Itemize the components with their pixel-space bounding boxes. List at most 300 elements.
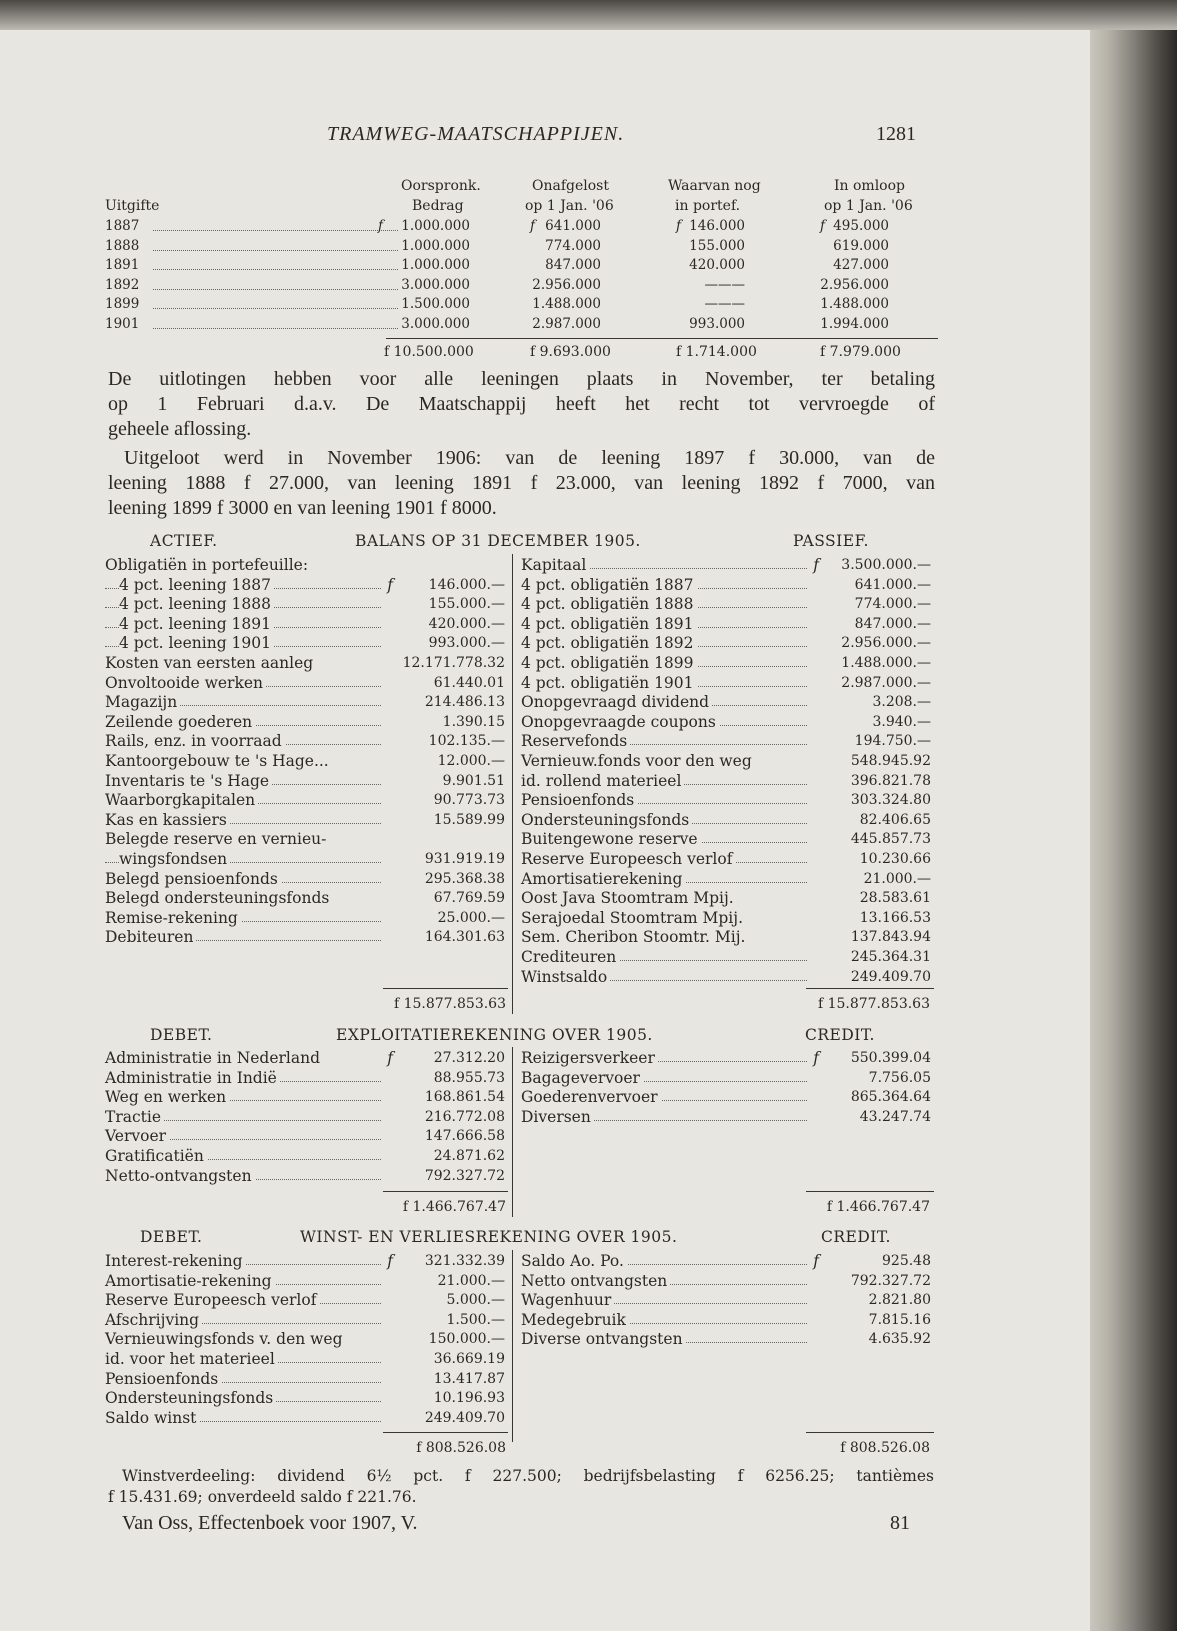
ledger-amount: 641.000.— <box>854 576 931 593</box>
winst-total-right: f 808.526.08 <box>840 1440 930 1456</box>
para2-line3: leening 1899 f 3000 en van leening 1901 f 8000. <box>108 497 497 519</box>
loans-onaf: 641.000 <box>545 218 601 234</box>
ledger-row <box>521 947 931 967</box>
ledger-row <box>105 614 505 634</box>
ledger-label: Weg en werken <box>105 1087 229 1107</box>
ledger-label: Onopgevraagde coupons <box>521 712 719 732</box>
col-oorspronk-1: Oorspronk. <box>401 178 481 194</box>
ledger-row <box>521 790 931 810</box>
ledger-label: Reserve Europeesch verlof <box>521 849 735 869</box>
ledger-row <box>105 575 505 595</box>
florin-sign: f <box>378 218 383 234</box>
ledger-label: wingsfondsen <box>119 849 230 869</box>
ledger-row <box>105 1146 505 1166</box>
ledger-row <box>521 1251 931 1271</box>
ledger-label: Belegde reserve en vernieu- <box>105 829 329 849</box>
ledger-amount: 792.327.72 <box>424 1167 505 1184</box>
ledger-row <box>105 810 505 830</box>
winstverdeeling <box>108 1466 934 1508</box>
ledger-label: Magazijn <box>105 692 180 712</box>
ledger-row <box>521 967 931 987</box>
loans-onaf: 1.488.000 <box>532 296 601 312</box>
ledger-amount: 15.589.99 <box>433 811 505 828</box>
ledger-amount: 9.901.51 <box>442 772 505 789</box>
col-waarvan-1: Waarvan nog <box>668 178 761 194</box>
loans-total-rule <box>386 338 938 339</box>
ledger-amount: 396.821.78 <box>850 772 931 789</box>
ledger-amount: 445.857.73 <box>850 831 931 848</box>
loans-year: 1888 <box>105 237 140 254</box>
ledger-amount: 147.666.58 <box>424 1128 505 1145</box>
ledger-row <box>105 829 505 849</box>
ledger-row <box>521 829 931 849</box>
expl-divider <box>512 1047 513 1217</box>
ledger-row <box>105 1048 505 1068</box>
ledger-row <box>105 731 505 751</box>
winst-divider <box>512 1250 513 1442</box>
ledger-amount: 102.135.— <box>428 733 505 750</box>
loans-onaf: 847.000 <box>545 257 601 273</box>
winst-total-rule-right <box>806 1432 934 1433</box>
loans-row <box>105 277 935 296</box>
running-title: TRAMWEG-MAATSCHAPPIJEN. <box>327 123 625 145</box>
loans-bedrag: 3.000.000 <box>401 315 470 332</box>
leader-dots <box>153 289 398 290</box>
ledger-label: Vervoer <box>105 1126 169 1146</box>
ledger-row <box>521 1271 931 1291</box>
ledger-label: Netto ontvangsten <box>521 1271 670 1291</box>
ledger-amount: 420.000.— <box>428 615 505 632</box>
ledger-row <box>521 594 931 614</box>
ledger-row <box>105 673 505 693</box>
ledger-amount: 303.324.80 <box>850 792 931 809</box>
footer-sheet-number: 81 <box>890 1512 910 1534</box>
paragraph-uitlotingen <box>108 367 935 442</box>
para1-line1: De uitlotingen hebben voor alle leeningen plaats in November, ter betaling <box>108 368 935 390</box>
winst-total-left: f 808.526.08 <box>416 1440 506 1456</box>
ledger-amount: 2.956.000.— <box>841 635 931 652</box>
ledger-amount: 3.208.— <box>872 694 931 711</box>
ledger-label: 4 pct. leening 1888 <box>119 594 274 614</box>
ledger-label: Inventaris te 's Hage <box>105 771 272 791</box>
ledger-amount: 36.669.19 <box>433 1351 505 1367</box>
loans-total-waarvan: f 1.714.000 <box>676 344 757 360</box>
florin-sign: f <box>387 1252 393 1270</box>
loans-bedrag: 3.000.000 <box>401 276 470 293</box>
ledger-label: Kas en kassiers <box>105 810 230 830</box>
para1-line2: op 1 Februari d.a.v. De Maatschappij heeft het recht tot vervroegde of <box>108 393 935 415</box>
ledger-amount: 3.500.000.— <box>841 557 931 573</box>
ledger-row <box>521 1048 931 1068</box>
ledger-label: 4 pct. obligatiën 1892 <box>521 633 697 653</box>
ledger-row <box>105 555 505 575</box>
loans-onaf: 2.956.000 <box>532 276 601 293</box>
ledger-label: 4 pct. obligatiën 1901 <box>521 673 697 693</box>
ledger-row <box>521 731 931 751</box>
ledger-row <box>521 771 931 791</box>
ledger-row <box>521 673 931 693</box>
ledger-row <box>105 1388 505 1408</box>
ledger-amount: 2.821.80 <box>868 1292 931 1309</box>
ledger-label: Kapitaal <box>521 555 589 575</box>
loans-total-omloop: f 7.979.000 <box>820 344 901 360</box>
ledger-label: Obligatiën in portefeuille: <box>105 555 311 575</box>
ledger-label: Interest-rekening <box>105 1251 246 1271</box>
loans-bedrag: 1.000.000 <box>401 257 470 273</box>
loans-year: 1891 <box>105 257 140 273</box>
ledger-row <box>521 575 931 595</box>
expl-left-title: DEBET. <box>150 1026 213 1044</box>
ledger-label: Amortisatierekening <box>521 869 685 889</box>
ledger-row <box>105 1271 505 1291</box>
ledger-amount: 21.000.— <box>863 870 931 887</box>
ledger-label: Afschrijving <box>105 1310 202 1330</box>
florin-sign: f <box>387 1049 393 1067</box>
loans-year: 1901 <box>105 315 140 332</box>
col-uitgifte: Uitgifte <box>105 198 160 214</box>
ledger-label: 4 pct. leening 1901 <box>119 633 274 653</box>
ledger-label: Gratificatiën <box>105 1146 207 1166</box>
ledger-label: Administratie in Nederland <box>105 1048 323 1068</box>
loans-waarvan: ——— <box>704 296 745 312</box>
ledger-amount: 168.861.54 <box>424 1089 505 1106</box>
ledger-amount: 12.171.778.32 <box>402 655 505 671</box>
expl-right-title: CREDIT. <box>805 1026 875 1044</box>
ledger-label: Sem. Cheribon Stoomtr. Mij. <box>521 927 748 947</box>
ledger-row <box>521 751 931 771</box>
loans-total-bedrag: f 10.500.000 <box>384 344 474 360</box>
ledger-amount: 216.772.08 <box>424 1108 505 1125</box>
ledger-label: Buitengewone reserve <box>521 829 701 849</box>
ledger-row <box>521 692 931 712</box>
para2-line1: Uitgeloot werd in November 1906: van de leening 1897 f 30.000, van de <box>124 447 935 469</box>
expl-total-right: f 1.466.767.47 <box>826 1199 930 1215</box>
balans-total-rule-right <box>806 988 934 989</box>
ledger-amount: 146.000.— <box>428 576 505 593</box>
ledger-label: Vernieuw.fonds voor den weg <box>521 751 755 771</box>
ledger-row <box>521 1107 931 1127</box>
ledger-amount: 10.196.93 <box>433 1390 505 1407</box>
ledger-label: Pensioenfonds <box>521 790 637 810</box>
ledger-amount: 548.945.92 <box>850 753 931 769</box>
ledger-label: Bagagevervoer <box>521 1068 643 1088</box>
ledger-amount: 931.919.19 <box>424 851 505 867</box>
ledger-row <box>105 849 505 869</box>
expl-total-left: f 1.466.767.47 <box>402 1199 506 1215</box>
ledger-amount: 13.166.53 <box>859 909 931 926</box>
ledger-amount: 25.000.— <box>437 909 505 926</box>
ledger-amount: 12.000.— <box>437 753 505 769</box>
ledger-amount: 550.399.04 <box>850 1050 931 1066</box>
ledger-row <box>105 927 505 947</box>
ledger-row <box>521 810 931 830</box>
ledger-label: Winstsaldo <box>521 967 610 987</box>
balans-right-title: PASSIEF. <box>793 532 869 550</box>
ledger-label: 4 pct. leening 1887 <box>119 575 274 595</box>
ledger-amount: 321.332.39 <box>424 1253 505 1269</box>
winst-left-title: DEBET. <box>140 1228 203 1246</box>
ledger-amount: 792.327.72 <box>850 1272 931 1289</box>
ledger-label: Debiteuren <box>105 927 196 947</box>
loans-waarvan: 146.000 <box>689 218 745 234</box>
ledger-label: Vernieuwingsfonds v. den weg <box>105 1329 346 1349</box>
ledger-label: Ondersteuningsfonds <box>105 1388 276 1408</box>
ledger-amount: 847.000.— <box>854 615 931 632</box>
ledger-label: Reservefonds <box>521 731 630 751</box>
ledger-row <box>105 653 505 673</box>
winst-total-rule-left <box>383 1432 508 1433</box>
balans-divider <box>512 554 513 1014</box>
leader-dots <box>153 308 398 309</box>
ledger-label: 4 pct. leening 1891 <box>119 614 274 634</box>
ledger-label: Serajoedal Stoomtram Mpij. <box>521 908 746 928</box>
ledger-label: Tractie <box>105 1107 164 1127</box>
florin-sign: f <box>530 218 535 234</box>
ledger-row <box>521 633 931 653</box>
expl-title: EXPLOITATIEREKENING OVER 1905. <box>336 1026 653 1044</box>
loans-waarvan: 155.000 <box>689 237 745 254</box>
ledger-row <box>105 1290 505 1310</box>
loans-bedrag: 1.000.000 <box>401 237 470 254</box>
ledger-label: Goederenvervoer <box>521 1087 661 1107</box>
col-onafgelost-2: op 1 Jan. '06 <box>525 198 614 214</box>
ledger-row <box>521 869 931 889</box>
ledger-label: Onopgevraagd dividend <box>521 692 712 712</box>
loans-bedrag: 1.500.000 <box>401 296 470 312</box>
loans-row <box>105 257 935 276</box>
winstverdeeling-line1: Winstverdeeling: dividend 6½ pct. f 227.500; bedrijfsbelasting f 6256.25; tantièmes <box>122 1467 934 1485</box>
ledger-amount: 1.390.15 <box>442 713 505 730</box>
loans-waarvan: 420.000 <box>689 257 745 273</box>
paragraph-uitgeloot <box>108 446 935 521</box>
ledger-row <box>521 1068 931 1088</box>
loans-omloop: 495.000 <box>833 218 889 234</box>
balans-total-right: f 15.877.853.63 <box>817 996 930 1012</box>
ledger-label: Crediteuren <box>521 947 619 967</box>
ledger-label: 4 pct. obligatiën 1891 <box>521 614 697 634</box>
loans-row <box>105 316 935 335</box>
ledger-amount: 5.000.— <box>446 1292 505 1309</box>
ledger-label: Administratie in Indië <box>105 1068 280 1088</box>
loans-omloop: 1.488.000 <box>820 296 889 312</box>
ledger-amount: 43.247.74 <box>859 1108 931 1125</box>
ledger-row <box>521 1290 931 1310</box>
loans-year: 1887 <box>105 218 140 234</box>
ledger-amount: 88.955.73 <box>433 1069 505 1086</box>
ledger-amount: 4.635.92 <box>868 1331 931 1348</box>
ledger-amount: 3.940.— <box>872 713 931 730</box>
ledger-label: Waarborgkapitalen <box>105 790 258 810</box>
ledger-row <box>521 849 931 869</box>
ledger-row <box>105 1251 505 1271</box>
ledger-row <box>105 1349 505 1369</box>
loans-bedrag: 1.000.000 <box>401 218 470 234</box>
ledger-row <box>105 1068 505 1088</box>
ledger-label: Kosten van eersten aanleg <box>105 653 316 673</box>
col-oorspronk-2: Bedrag <box>412 198 464 214</box>
ledger-amount: 90.773.73 <box>433 792 505 809</box>
ledger-amount: 1.488.000.— <box>841 655 931 671</box>
footer-source: Van Oss, Effectenboek voor 1907, V. <box>122 1512 418 1534</box>
ledger-row <box>105 888 505 908</box>
ledger-amount: 249.409.70 <box>424 1409 505 1426</box>
ledger-label: Saldo winst <box>105 1408 199 1428</box>
ledger-label: Kantoorgebouw te 's Hage... <box>105 751 332 771</box>
ledger-amount: 164.301.63 <box>424 929 505 946</box>
loans-omloop: 1.994.000 <box>820 315 889 332</box>
ledger-label: id. rollend materieel <box>521 771 684 791</box>
ledger-row <box>521 653 931 673</box>
ledger-label: id. voor het materieel <box>105 1349 278 1369</box>
ledger-row <box>521 1087 931 1107</box>
para2-line2: leening 1888 f 27.000, van leening 1891 f 23.000, van leening 1892 f 7000, van <box>108 472 935 494</box>
expl-total-rule-left <box>383 1191 508 1192</box>
ledger-row <box>105 1310 505 1330</box>
ledger-amount: 24.871.62 <box>433 1148 505 1164</box>
ledger-label: Onvoltooide werken <box>105 673 266 693</box>
ledger-row <box>105 1408 505 1428</box>
ledger-amount: 150.000.— <box>428 1331 505 1348</box>
loans-waarvan: 993.000 <box>689 315 745 332</box>
ledger-amount: 10.230.66 <box>859 851 931 867</box>
loans-waarvan: ——— <box>704 276 745 293</box>
loans-row <box>105 218 935 237</box>
ledger-row <box>521 908 931 928</box>
ledger-label: Reserve Europeesch verlof <box>105 1290 319 1310</box>
ledger-row <box>105 633 505 653</box>
ledger-amount: 249.409.70 <box>850 968 931 985</box>
col-omloop-1: In omloop <box>834 178 905 194</box>
ledger-amount: 925.48 <box>882 1253 931 1269</box>
top-shadow <box>0 0 1177 30</box>
ledger-row <box>105 751 505 771</box>
ledger-row <box>521 888 931 908</box>
winst-title: WINST- EN VERLIESREKENING OVER 1905. <box>300 1228 678 1246</box>
ledger-label: Belegd ondersteuningsfonds <box>105 888 332 908</box>
ledger-row <box>521 927 931 947</box>
ledger-amount: 7.815.16 <box>868 1311 931 1328</box>
ledger-row <box>105 1126 505 1146</box>
ledger-row <box>105 771 505 791</box>
ledger-amount: 28.583.61 <box>859 890 931 907</box>
ledger-label: 4 pct. obligatiën 1887 <box>521 575 697 595</box>
ledger-amount: 137.843.94 <box>850 929 931 946</box>
leader-dots <box>153 269 398 270</box>
florin-sign: f <box>820 218 825 234</box>
ledger-row <box>521 712 931 732</box>
ledger-label: Reizigersverkeer <box>521 1048 658 1068</box>
ledger-label: Belegd pensioenfonds <box>105 869 281 889</box>
page-edge <box>1090 0 1177 1631</box>
ledger-label: Pensioenfonds <box>105 1369 221 1389</box>
loans-onaf: 774.000 <box>545 237 601 254</box>
ledger-row <box>105 1329 505 1349</box>
ledger-label: Diverse ontvangsten <box>521 1329 686 1349</box>
ledger-amount: 774.000.— <box>854 596 931 613</box>
ledger-label: Zeilende goederen <box>105 712 255 732</box>
page-number: 1281 <box>876 123 916 145</box>
ledger-label: 4 pct. obligatiën 1888 <box>521 594 697 614</box>
loans-row <box>105 238 935 257</box>
expl-total-rule-right <box>806 1191 934 1192</box>
winstverdeeling-line2: f 15.431.69; onverdeeld saldo f 221.76. <box>108 1488 417 1506</box>
ledger-row <box>105 1107 505 1127</box>
col-waarvan-2: in portef. <box>675 198 741 214</box>
ledger-amount: 13.417.87 <box>433 1370 505 1387</box>
ledger-label: Wagenhuur <box>521 1290 614 1310</box>
balans-title: BALANS OP 31 DECEMBER 1905. <box>355 532 641 550</box>
loans-total-onaf: f 9.693.000 <box>530 344 611 360</box>
loans-year: 1892 <box>105 276 140 293</box>
ledger-row <box>521 555 931 575</box>
florin-sign: f <box>676 218 681 234</box>
loans-year: 1899 <box>105 296 140 312</box>
ledger-amount: 21.000.— <box>437 1272 505 1289</box>
ledger-row <box>521 1329 931 1349</box>
ledger-label: Netto-ontvangsten <box>105 1166 255 1186</box>
ledger-amount: 67.769.59 <box>433 890 505 907</box>
leader-dots <box>153 230 398 231</box>
ledger-row <box>105 594 505 614</box>
leader-dots <box>153 250 398 251</box>
florin-sign: f <box>813 556 819 574</box>
ledger-amount: 214.486.13 <box>424 694 505 711</box>
ledger-amount: 61.440.01 <box>433 674 505 691</box>
ledger-amount: 295.368.38 <box>424 870 505 887</box>
ledger-row <box>105 1369 505 1389</box>
ledger-row <box>105 712 505 732</box>
loans-omloop: 2.956.000 <box>820 276 889 293</box>
florin-sign: f <box>813 1252 819 1270</box>
ledger-amount: 7.756.05 <box>868 1069 931 1086</box>
leader-dots <box>153 328 398 329</box>
ledger-row <box>521 1310 931 1330</box>
ledger-row <box>105 692 505 712</box>
loans-row <box>105 296 935 315</box>
loans-omloop: 619.000 <box>833 237 889 254</box>
balans-total-left: f 15.877.853.63 <box>393 996 506 1012</box>
ledger-amount: 2.987.000.— <box>841 674 931 691</box>
ledger-row <box>105 1166 505 1186</box>
ledger-amount: 865.364.64 <box>850 1089 931 1106</box>
ledger-row <box>105 869 505 889</box>
ledger-amount: 155.000.— <box>428 596 505 613</box>
ledger-amount: 245.364.31 <box>850 949 931 965</box>
ledger-label: Rails, enz. in voorraad <box>105 731 285 751</box>
florin-sign: f <box>387 575 393 594</box>
ledger-amount: 82.406.65 <box>859 811 931 828</box>
ledger-label: Diversen <box>521 1107 594 1127</box>
para1-line3: geheele aflossing. <box>108 418 252 440</box>
ledger-label: Saldo Ao. Po. <box>521 1251 627 1271</box>
ledger-amount: 1.500.— <box>446 1311 505 1328</box>
ledger-label: Oost Java Stoomtram Mpij. <box>521 888 737 908</box>
ledger-label: Remise-rekening <box>105 908 241 928</box>
loans-onaf: 2.987.000 <box>532 315 601 332</box>
ledger-amount: 27.312.20 <box>433 1050 505 1066</box>
balans-total-rule-left <box>383 988 508 989</box>
ledger-amount: 194.750.— <box>854 733 931 750</box>
ledger-row <box>105 790 505 810</box>
ledger-amount: 993.000.— <box>428 635 505 652</box>
col-omloop-2: op 1 Jan. '06 <box>824 198 913 214</box>
ledger-row <box>521 614 931 634</box>
col-onafgelost-1: Onafgelost <box>532 178 609 194</box>
ledger-row <box>105 1087 505 1107</box>
ledger-label: 4 pct. obligatiën 1899 <box>521 653 697 673</box>
ledger-label: Medegebruik <box>521 1310 629 1330</box>
loans-omloop: 427.000 <box>833 257 889 273</box>
